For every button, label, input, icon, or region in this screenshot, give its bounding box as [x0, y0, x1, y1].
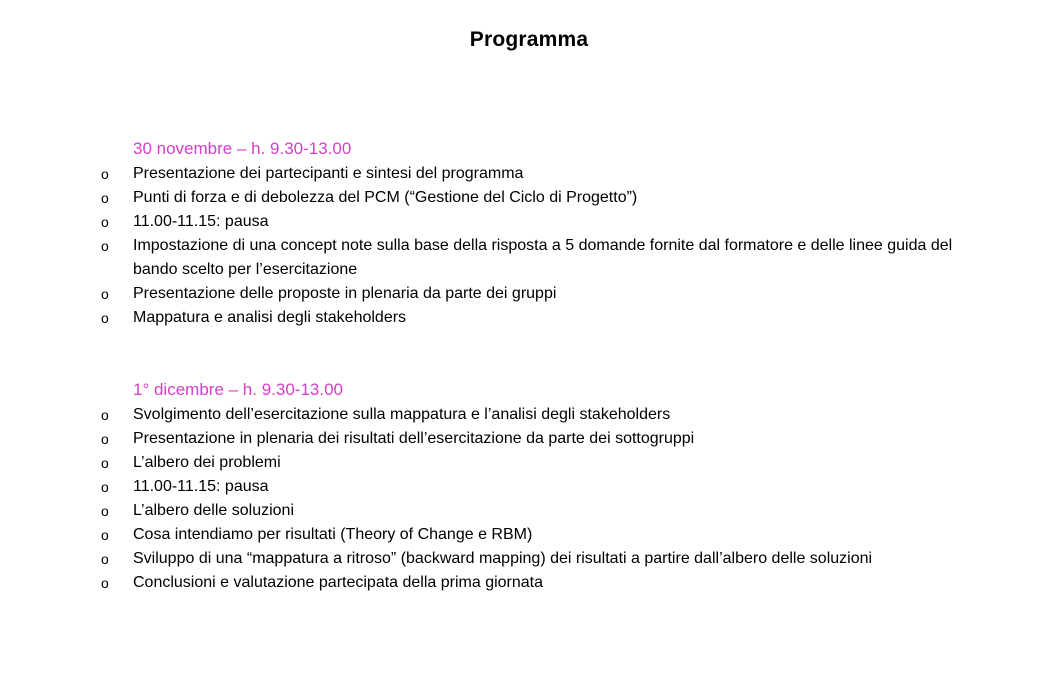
list-item-text: 11.00-11.15: pausa	[133, 213, 269, 230]
list-item	[0, 571, 963, 595]
list-item	[0, 499, 963, 523]
bullet-icon: o	[101, 503, 109, 519]
list-item-text: Conclusioni e valutazione partecipata della prima giornata	[133, 574, 544, 591]
list-item	[0, 306, 963, 330]
list-item-text: Punti di forza e di debolezza del PCM (“Gestione del Ciclo di Progetto”)	[133, 189, 638, 206]
list-item	[0, 451, 963, 475]
bullet-icon: o	[101, 214, 109, 230]
bullet-icon: o	[101, 455, 109, 471]
list-item-text: Presentazione delle proposte in plenaria da parte dei gruppi	[133, 285, 557, 302]
list-item	[0, 162, 963, 186]
list-item	[0, 523, 963, 547]
bullet-icon: o	[101, 407, 109, 423]
list-item	[0, 186, 963, 210]
bullet-icon: o	[101, 551, 109, 567]
bullet-icon: o	[101, 527, 109, 543]
bullet-icon: o	[101, 166, 109, 182]
bullet-icon: o	[101, 310, 109, 326]
list-item-text: Presentazione dei partecipanti e sintesi del programma	[133, 165, 524, 182]
bullet-icon: o	[101, 479, 109, 495]
day-heading-1: 30 novembre – h. 9.30-13.00	[133, 139, 352, 158]
day-1-items	[0, 162, 1058, 330]
list-item	[0, 547, 963, 571]
list-item-text: L’albero dei problemi	[133, 454, 281, 471]
day-heading-2: 1° dicembre – h. 9.30-13.00	[133, 380, 343, 399]
bullet-icon: o	[101, 431, 109, 447]
list-item	[0, 210, 963, 234]
bullet-icon: o	[101, 286, 109, 302]
bullet-icon: o	[101, 238, 109, 254]
list-item	[0, 282, 963, 306]
list-item-text: Sviluppo di una “mappatura a ritroso” (backward mapping) dei risultati a partire dall’albero delle soluzioni	[133, 550, 873, 567]
page-title: Programma	[469, 28, 589, 51]
list-item	[0, 475, 963, 499]
list-item-text: Mappatura e analisi degli stakeholders	[133, 309, 407, 326]
list-item-text: Svolgimento dell’esercitazione sulla mappatura e l’analisi degli stakeholders	[133, 406, 671, 423]
list-item	[0, 234, 963, 282]
list-item-text: Cosa intendiamo per risultati (Theory of Change e RBM)	[133, 526, 533, 543]
day-2-items	[0, 403, 1058, 595]
bullet-icon: o	[101, 190, 109, 206]
list-item-text: Impostazione di una concept note sulla base della risposta a 5 domande fornite dal formatore e delle linee guida del bando scelto per l’esercitazione	[133, 237, 953, 278]
list-item-text: 11.00-11.15: pausa	[133, 478, 269, 495]
list-item-text: Presentazione in plenaria dei risultati dell’esercitazione da parte dei sottogruppi	[133, 430, 695, 447]
list-item	[0, 403, 963, 427]
list-item	[0, 427, 963, 451]
bullet-icon: o	[101, 575, 109, 591]
list-item-text: L’albero delle soluzioni	[133, 502, 294, 519]
